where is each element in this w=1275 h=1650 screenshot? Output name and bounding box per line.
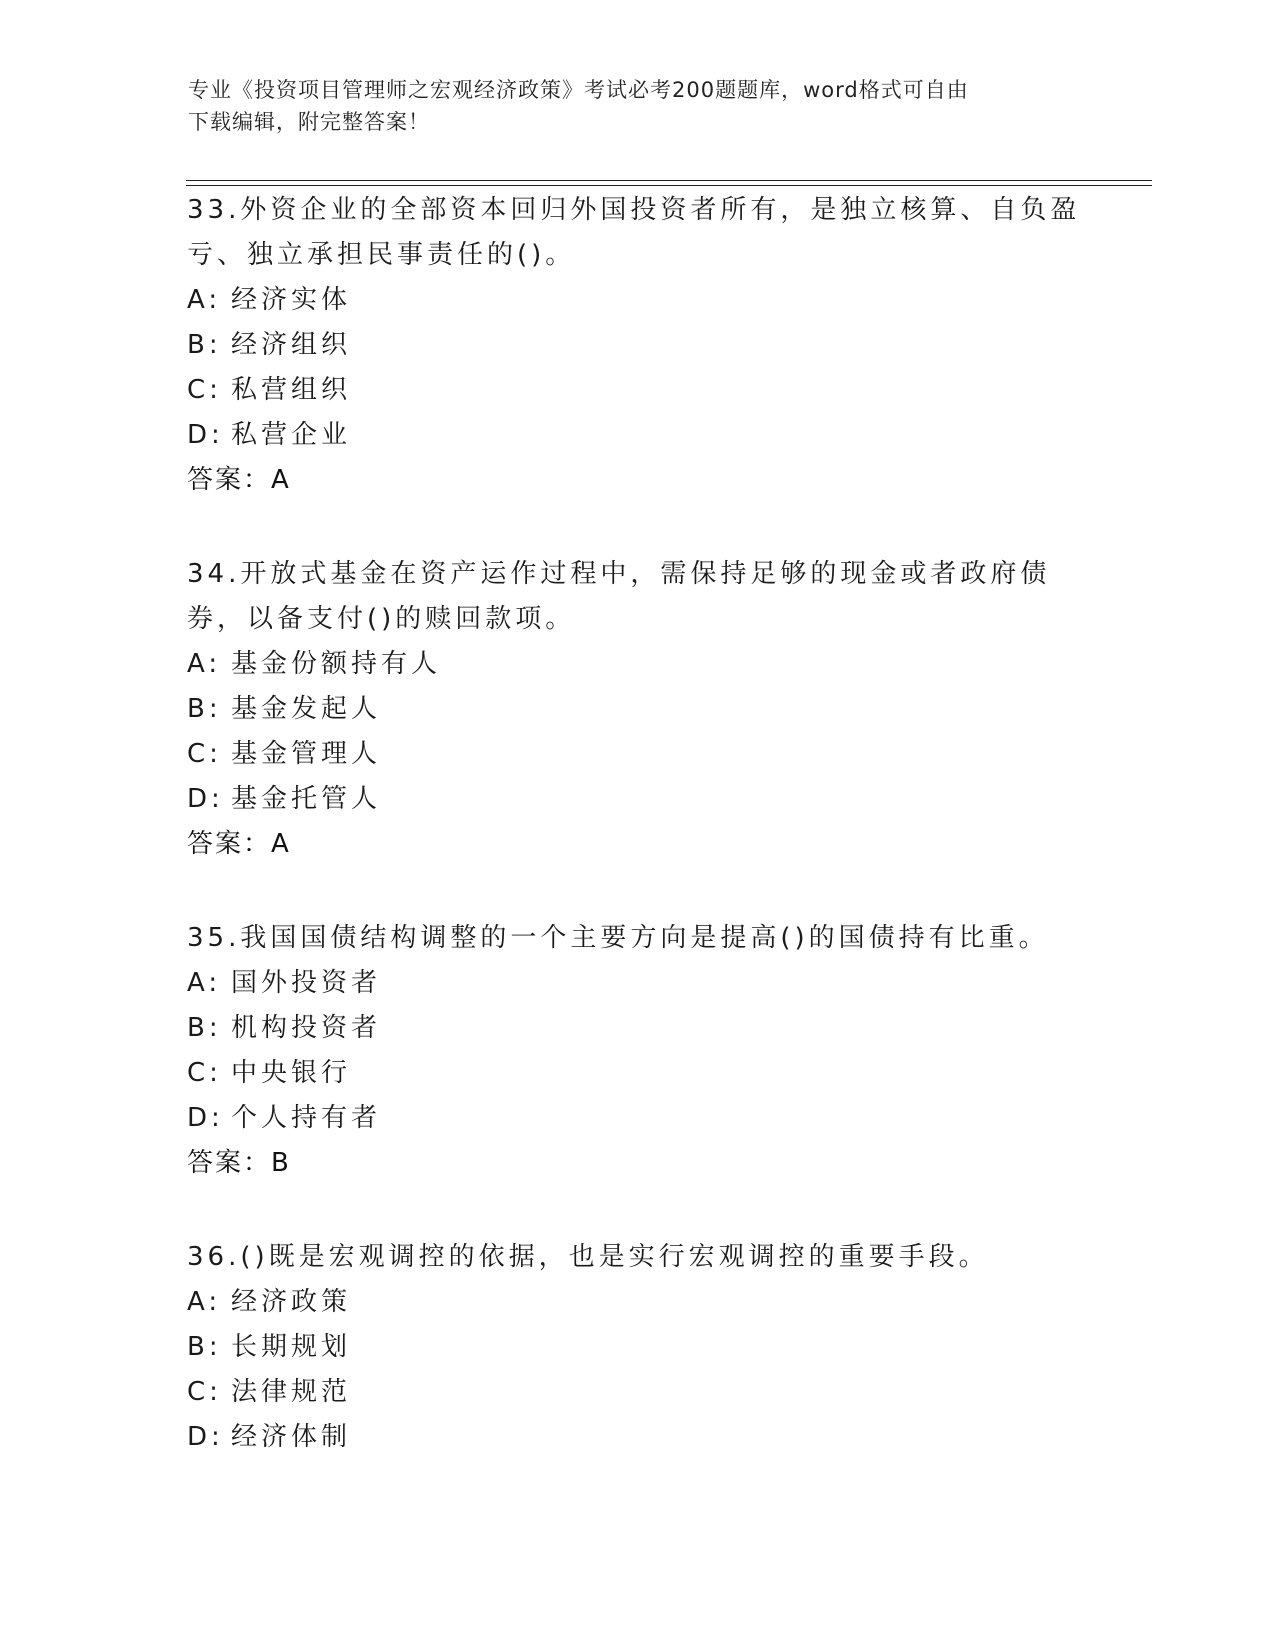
- option-b: [187, 323, 1087, 368]
- option-letter: B:: [187, 1332, 222, 1362]
- option-letter: A:: [187, 649, 222, 679]
- question-35: [187, 916, 1087, 1186]
- option-text: 基金管理人: [231, 739, 382, 769]
- header-divider-top: [186, 180, 1152, 181]
- header-divider-bottom: [186, 185, 1152, 186]
- question-stem: 35.我国国债结构调整的一个主要方向是提高()的国债持有比重。: [187, 923, 1049, 953]
- option-c: [187, 732, 1087, 777]
- option-text: 长期规划: [231, 1332, 352, 1362]
- option-text: 中央银行: [231, 1058, 352, 1088]
- option-text: 基金托管人: [231, 784, 382, 814]
- option-letter: B:: [187, 1013, 222, 1043]
- option-text: 机构投资者: [231, 1013, 382, 1043]
- option-letter: C:: [187, 1377, 222, 1407]
- option-text: 私营企业: [231, 420, 352, 450]
- question-stem: 34.开放式基金在资产运作过程中，需保持足够的现金或者政府债券，以备支付()的赎回款项。: [187, 559, 1051, 634]
- option-text: 经济体制: [231, 1422, 352, 1452]
- option-a: [187, 642, 1087, 687]
- option-b: [187, 1006, 1087, 1051]
- option-a: [187, 1280, 1087, 1325]
- option-letter: C:: [187, 1058, 222, 1088]
- option-text: 国外投资者: [231, 968, 382, 998]
- option-text: 基金份额持有人: [231, 649, 442, 679]
- option-letter: B:: [187, 330, 222, 360]
- option-c: [187, 368, 1087, 413]
- option-d: [187, 1415, 1087, 1460]
- option-text: 法律规范: [231, 1377, 352, 1407]
- question-34: [187, 552, 1087, 867]
- header-line-1: 专业《投资项目管理师之宏观经济政策》考试必考200题题库，word格式可自由: [188, 78, 969, 102]
- question-36: [187, 1235, 1087, 1460]
- option-text: 经济实体: [231, 285, 352, 315]
- option-text: 基金发起人: [231, 694, 382, 724]
- option-letter: B:: [187, 694, 222, 724]
- option-c: [187, 1370, 1087, 1415]
- option-letter: D:: [187, 420, 224, 450]
- header-line-2: 下载编辑，附完整答案！: [188, 110, 430, 134]
- option-a: [187, 961, 1087, 1006]
- document-header: [188, 74, 1068, 138]
- option-letter: D:: [187, 784, 224, 814]
- question-stem: 33.外资企业的全部资本回归外国投资者所有，是独立核算、自负盈亏、独立承担民事责任的()。: [187, 195, 1081, 270]
- question-stem: 36.()既是宏观调控的依据，也是实行宏观调控的重要手段。: [187, 1242, 989, 1272]
- option-a: [187, 278, 1087, 323]
- option-letter: D:: [187, 1422, 224, 1452]
- option-text: 经济组织: [231, 330, 352, 360]
- option-letter: A:: [187, 1287, 222, 1317]
- option-d: [187, 1096, 1087, 1141]
- option-letter: A:: [187, 285, 222, 315]
- option-b: [187, 1325, 1087, 1370]
- option-letter: C:: [187, 375, 222, 405]
- question-33: [187, 188, 1087, 503]
- option-letter: A:: [187, 968, 222, 998]
- option-b: [187, 687, 1087, 732]
- option-text: 个人持有者: [231, 1103, 382, 1133]
- option-text: 私营组织: [231, 375, 352, 405]
- option-letter: C:: [187, 739, 222, 769]
- answer-line: 答案：B: [187, 1148, 291, 1178]
- option-d: [187, 413, 1087, 458]
- option-text: 经济政策: [231, 1287, 352, 1317]
- answer-line: 答案：A: [187, 829, 291, 859]
- option-c: [187, 1051, 1087, 1096]
- answer-line: 答案：A: [187, 465, 291, 495]
- option-letter: D:: [187, 1103, 224, 1133]
- option-d: [187, 777, 1087, 822]
